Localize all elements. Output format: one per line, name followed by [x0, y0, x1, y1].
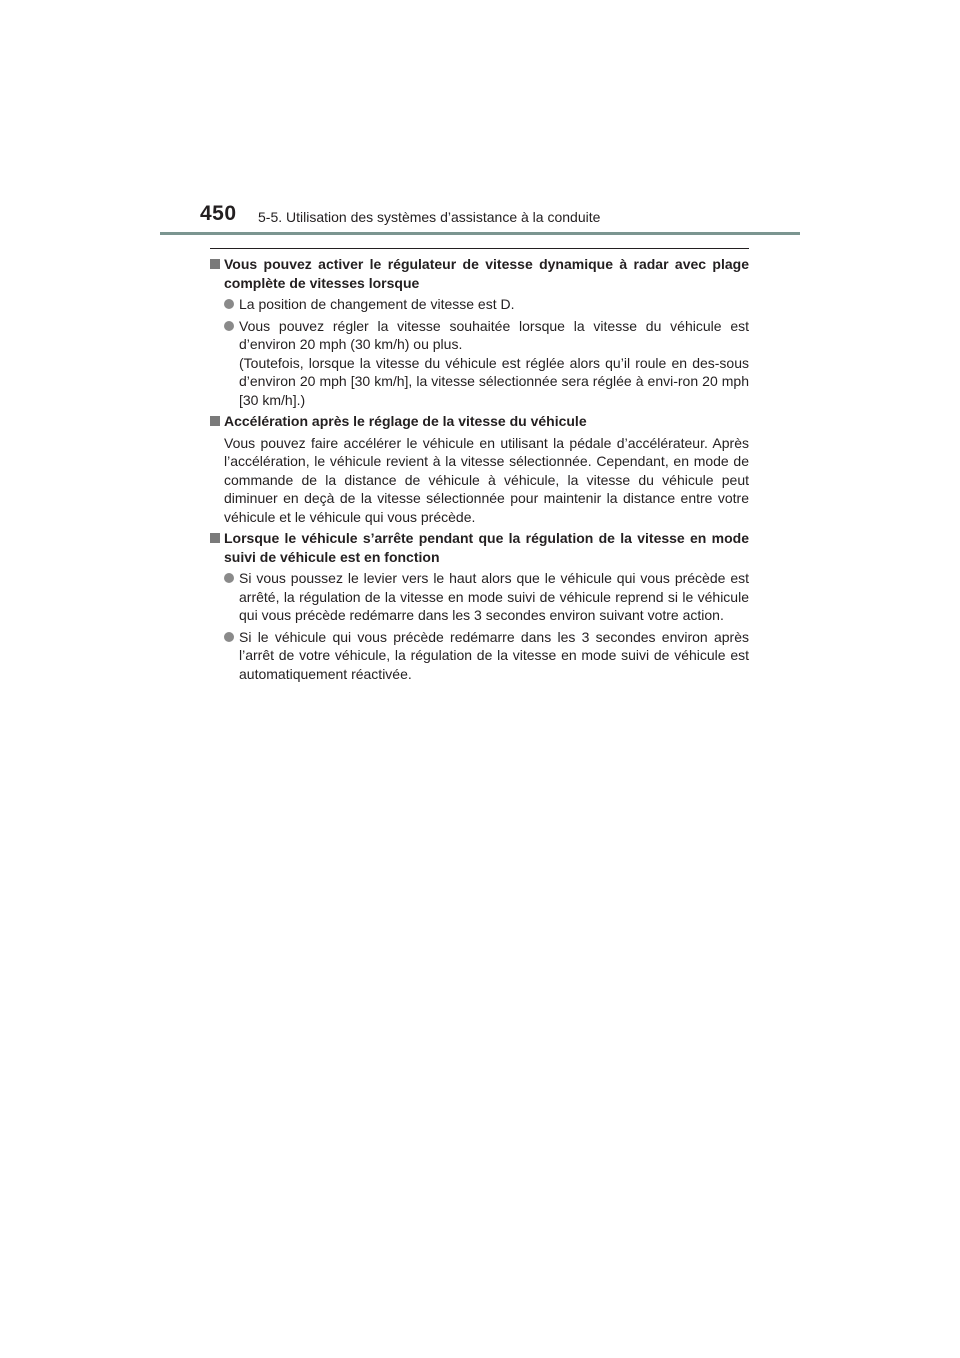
- list-item: [210, 295, 749, 314]
- section-activation-conditions: [210, 255, 749, 409]
- section-heading: [210, 412, 749, 431]
- list-item: [210, 317, 749, 410]
- section-heading-text: Vous pouvez activer le régulateur de vitesse dynamique à radar avec plage complète de vitesses lorsque: [224, 256, 749, 291]
- square-bullet-icon: [210, 533, 220, 543]
- list-item-text: Si vous poussez le levier vers le haut alors que le véhicule qui vous précède est arrêté, la régulation de la vitesse en mode suivi de véhicule reprend si le véhicule qui vous précède redémarre dans les 3 secondes environ suivant votre action.: [239, 570, 749, 623]
- list-item: [210, 628, 749, 684]
- header-divider: [160, 232, 800, 235]
- page-header: [0, 0, 960, 240]
- page-number: 450: [200, 202, 237, 225]
- list-item-text: Si le véhicule qui vous précède redémarre dans les 3 secondes environ après l’arrêt de votre véhicule, la régulation de la vitesse en mode suivi de véhicule est automatiquement réactivée.: [239, 628, 749, 682]
- list-item: [210, 569, 749, 625]
- section-heading-text: Lorsque le véhicule s’arrête pendant que la régulation de la vitesse en mode suivi de véhicule est en fonction: [224, 530, 749, 565]
- round-bullet-icon: [224, 573, 234, 583]
- chapter-title: 5-5. Utilisation des systèmes d’assistance à la conduite: [258, 209, 601, 225]
- round-bullet-icon: [224, 321, 234, 331]
- section-heading: [210, 255, 749, 292]
- list-item-text: Vous pouvez régler la vitesse souhaitée lorsque la vitesse du véhicule est d’environ 20 mph (30 km/h) ou plus.: [239, 317, 749, 352]
- section-acceleration: [210, 412, 749, 526]
- section-heading-text: Accélération après le réglage de la vitesse du véhicule: [224, 413, 587, 429]
- round-bullet-icon: [224, 299, 234, 309]
- round-bullet-icon: [224, 632, 234, 642]
- section-vehicle-stop: [210, 529, 749, 683]
- square-bullet-icon: [210, 416, 220, 426]
- section-heading: [210, 529, 749, 566]
- page-content: [210, 255, 749, 686]
- content-divider: [210, 248, 749, 249]
- list-item-note: (Toutefois, lorsque la vitesse du véhicule est réglée alors qu’il roule en des-sous d’environ 20 mph [30 km/h], la vitesse sélectionnée sera réglée à envi-ron 20 mph [30 km/h].): [239, 354, 749, 408]
- square-bullet-icon: [210, 259, 220, 269]
- list-item-text: La position de changement de vitesse est D.: [239, 296, 515, 312]
- section-paragraph: Vous pouvez faire accélérer le véhicule en utilisant la pédale d’accélérateur. Après l’accélération, le véhicule revient à la vitesse sélectionnée. Cependant, en mode de commande de la distance de véhicule à véhicule, la vitesse du véhicule peut diminuer en deçà de la vitesse sélectionnée pour maintenir la distance entre votre véhicule et le véhicule qui vous précède.: [224, 434, 749, 525]
